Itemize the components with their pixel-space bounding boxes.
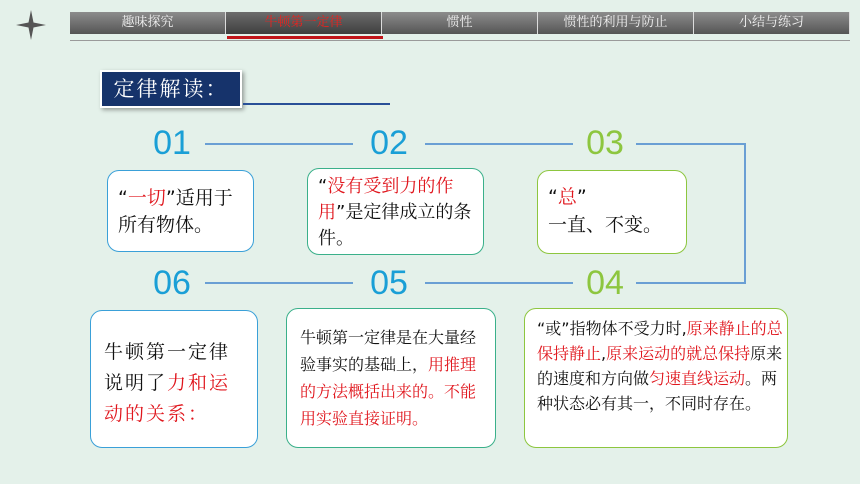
card-02-text-part: “: [318, 176, 328, 197]
card-01-text-part: ”适用于所有物体。: [118, 187, 233, 236]
four-point-star-icon: [16, 10, 46, 40]
nav-divider-line: [70, 40, 850, 41]
card-05-text: [300, 324, 490, 432]
card-06-text: [104, 337, 250, 430]
step-number-05: 05: [370, 264, 408, 302]
step-number-04: 04: [586, 264, 624, 302]
card-03-meaning: 一直、不变。: [548, 214, 663, 236]
section-title: 定律解读：: [100, 70, 242, 108]
card-04-text: [537, 316, 783, 416]
card-04-keyword: 原来静止的总保持静止: [537, 319, 783, 363]
card-04-text-part: 。两种状态必有其一，不同时存在。: [537, 369, 778, 413]
card-02: [307, 168, 484, 255]
card-01-text: [118, 185, 248, 239]
card-03-text-part: ”: [576, 186, 587, 208]
active-tab-indicator: [227, 36, 383, 39]
connector-04-05: [425, 282, 573, 284]
step-number-03: 03: [586, 124, 624, 162]
section-title-underline: [243, 103, 390, 105]
card-05-keyword: 用推理的方法概括出来的。不能用实验直接证明。: [300, 355, 477, 428]
card-03-text: [548, 183, 683, 239]
card-04-keyword: 原来运动的就总保持: [606, 344, 751, 363]
tab-summary-practice[interactable]: 小结与练习: [694, 12, 850, 34]
step-number-06: 06: [153, 264, 191, 302]
connector-right-04: [636, 282, 746, 284]
card-05: [286, 308, 496, 448]
card-02-text-part: ”是定律成立的条件。: [318, 202, 472, 249]
card-05-text-part: 牛顿第一定律是在大量经验事实的基础上，: [300, 328, 477, 374]
card-06-text-part: 牛顿第一定律说明了: [104, 341, 231, 394]
tab-fun-exploration[interactable]: 趣味探究: [70, 12, 226, 34]
card-04-keyword: 匀速直线运动: [649, 369, 746, 388]
connector-05-06: [205, 282, 353, 284]
card-01-text-part: “: [118, 187, 128, 209]
connector-01-02: [205, 143, 353, 145]
tab-inertia-use-prevention[interactable]: 惯性的利用与防止: [538, 12, 694, 34]
card-06-keyword: 力和运动的关系：: [104, 372, 231, 425]
card-03: [537, 170, 687, 254]
connector-right-vertical: [744, 143, 746, 284]
card-04-text-part: “或”指物体不受力时,: [537, 319, 687, 338]
card-06: [90, 310, 258, 448]
card-03-keyword: 总: [557, 186, 577, 208]
card-02-text: [318, 174, 480, 252]
card-01-keyword: 一切: [127, 187, 166, 209]
tab-newton-first-law[interactable]: 牛顿第一定律: [226, 12, 382, 34]
card-01: [107, 170, 254, 252]
connector-03-right: [636, 143, 746, 145]
card-04-text-part: 原来的速度和方向做: [537, 344, 783, 388]
step-number-02: 02: [370, 124, 408, 162]
card-04: [524, 308, 788, 448]
step-number-01: 01: [153, 124, 191, 162]
card-02-keyword: 没有受到力的作用: [318, 176, 454, 223]
connector-02-03: [425, 143, 573, 145]
card-03-text-part: “: [548, 186, 558, 208]
tab-inertia[interactable]: 惯性: [382, 12, 538, 34]
card-04-text-part: ,: [601, 344, 607, 363]
nav-tabs: [70, 12, 850, 38]
top-navigation-bar: [0, 0, 860, 48]
